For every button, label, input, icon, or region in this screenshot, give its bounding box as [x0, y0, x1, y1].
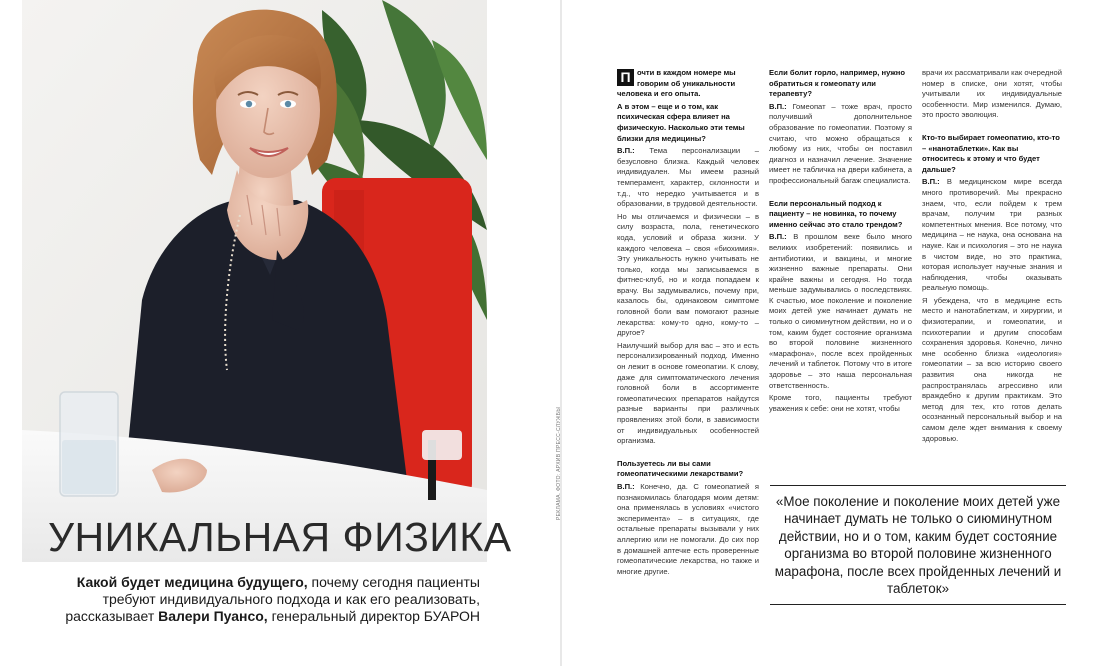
speaker-label: В.П.: [922, 177, 940, 187]
lead-paragraph [60, 574, 480, 625]
intro-paragraph [617, 68, 759, 100]
question-5: Кто-то выбирает гомеопатию, кто-то – «нанотаблетки». Как вы относитесь к этому и что будет дальше? [922, 132, 1060, 174]
lead-text-1: почему сегодня пациенты требуют индивидуального подхода и как его реализовать, рассказывает [65, 574, 480, 624]
headline: УНИКАЛЬНАЯ ФИЗИКА [48, 514, 512, 560]
speaker-label: В.П.: [617, 146, 635, 156]
answer-4 [769, 232, 912, 391]
speaker-label: В.П.: [617, 481, 635, 491]
answer-2 [617, 482, 759, 577]
answer-1-p2: Но мы отличаемся и физически – в силу возраста, пола, генетического кода, условий и образа жизни. У каждого человека – своя «биохимия». Эту уникальность нужно учитывать не только, когда мы записываемся в фитнес-клуб, но и когда попадаем к врачу. Вы задумывались, почему при, казалось бы, одинаковом симптоме головной боли вам помогают разные лекарства: кому-то одно, кому-то – другое? [617, 211, 759, 338]
article-column-3 [922, 68, 1062, 446]
answer-5-text: В медицинском мире всегда много противоречий. Мы прекрасно знаем, что, если пойдем к трем врачам, получим три разных компетентных мнения. Все потому, что медицина – не наука, она основана на науке. Как и психология – это не наука в чистом виде, но это практика, которая использует научные знания и наблюдения, чтобы оказывать реальную помощь. [922, 177, 1062, 293]
answer-4-p2: Кроме того, пациенты требуют уважения к себе: они не хотят, чтобы [769, 393, 912, 413]
answer-1-text: Тема персонализации – безусловно близка. Каждый человек индивидуален. Мы имеем разный темперамент, характер, склонности и т.д., что нередко учитывается и в образовании, в трудовой деятельности. [617, 146, 759, 209]
speaker-label: В.П.: [769, 101, 787, 111]
question-3: Если болит горло, например, нужно обратиться к гомеопату или терапевту? [769, 68, 905, 99]
dropcap: П [617, 69, 634, 86]
article-column-2 [769, 68, 912, 416]
answer-5-p2: Я убеждена, что в медицине есть место и нанотаблеткам, и хирургии, и физиотерапии, и гомеопатии, и психотерапии и другим способам сохранения здоровья. Конечно, лично мне особенно близка «идеология» гомеопатии – за всю историю своего развития она никогда не распространялась агрессивно или враждебно к другим практикам. Это метод для тех, кто готов делать осознанный персональный выбор и на самом деле ждет внимания к своему здоровью. [922, 295, 1062, 443]
intro-text: очти в каждом номере мы говорим об уникальности человека и его опыта. [617, 68, 736, 99]
pull-quote [770, 485, 1066, 605]
portrait-illustration [22, 0, 487, 562]
article-column-1 [617, 68, 759, 579]
lead-bold-question: Какой будет медицина будущего, [76, 574, 308, 590]
pull-quote-text: «Мое поколение и поколение моих детей уже начинает думать не только о сиюминутном действии, но и о том, каким будет состояние организма во второй половине жизненного марафона, после всех пройденных лечений и таблеток» [774, 493, 1062, 596]
lead-text-2: генеральный директор БУАРОН [267, 608, 480, 624]
question-2: Пользуетесь ли вы сами гомеопатическими лекарствами? [617, 458, 744, 479]
answer-4-text: В прошлом веке было много великих изобретений: появились и антибиотики, и вакцины, и многие жизненно важные препараты. Они крайне важны и сегодня. Но тогда меньше задумывались о последствиях. К счастью, мое поколение и поколение моих детей уже начинает думать не только о сиюминутном действии, но и о том, каким будет состояние организма во второй половине жизненного «марафона», после всех пройденных лечений и таблеток. Потому что в итоге здоровье – это наша персональная ответственность. [769, 232, 912, 390]
lead-bold-name: Валери Пуансо, [158, 608, 268, 624]
answer-5 [922, 177, 1062, 294]
answer-3-text: Гомеопат – тоже врач, просто получивший дополнительное образование по гомеопатии. Поэтому я считаю, что можно обращаться к любому из них, чтобы он поставил диагноз и назначил лечение. Значение имеет не табличка на двери кабинета, а профессиональный багаж специалиста. [769, 101, 912, 185]
answer-3 [769, 102, 912, 187]
photo-credit: РЕКЛАМА. ФОТО: АРХИВ ПРЕСС-СЛУЖБЫ [556, 406, 562, 520]
question-1: А в этом – еще и о том, как психическая сфера влияет на физическую. Насколько эти темы близки для медицины? [617, 101, 745, 143]
page-gutter [560, 0, 562, 666]
portrait-photo [22, 0, 487, 562]
answer-1 [617, 146, 759, 210]
speaker-label: В.П.: [769, 232, 787, 242]
answer-1-p3: Наилучший выбор для вас – это и есть персонализированный подход. Именно он лежит в основе гомеопатии. К слову, даже для симптоматического лечения головной боли в ассортименте гомеопатических препаратов найдутся разные варианты при различных проявлениях этой боли, в зависимости от индивидуальных особенностей организма. [617, 340, 759, 446]
answer-2-text: Конечно, да. С гомеопатией я познакомилась благодаря моим детям: она применялась в условиях «чистого эксперимента» – в ситуациях, где остальные препараты вызывали у них аллергию или не помогали. До сих пор в домашней аптечке есть проверенные гомеопатические лекарства, но также и многие другие. [617, 481, 759, 576]
answer-4-continued: врачи их рассматривали как очередной номер в списке, они хотят, чтобы учитывали их индивидуальные особенности. Мир изменился. Думаю, это просто эволюция. [922, 68, 1062, 120]
question-4: Если персональный подход к пациенту – не новинка, то почему именно сейчас это стало трендом? [769, 198, 903, 229]
